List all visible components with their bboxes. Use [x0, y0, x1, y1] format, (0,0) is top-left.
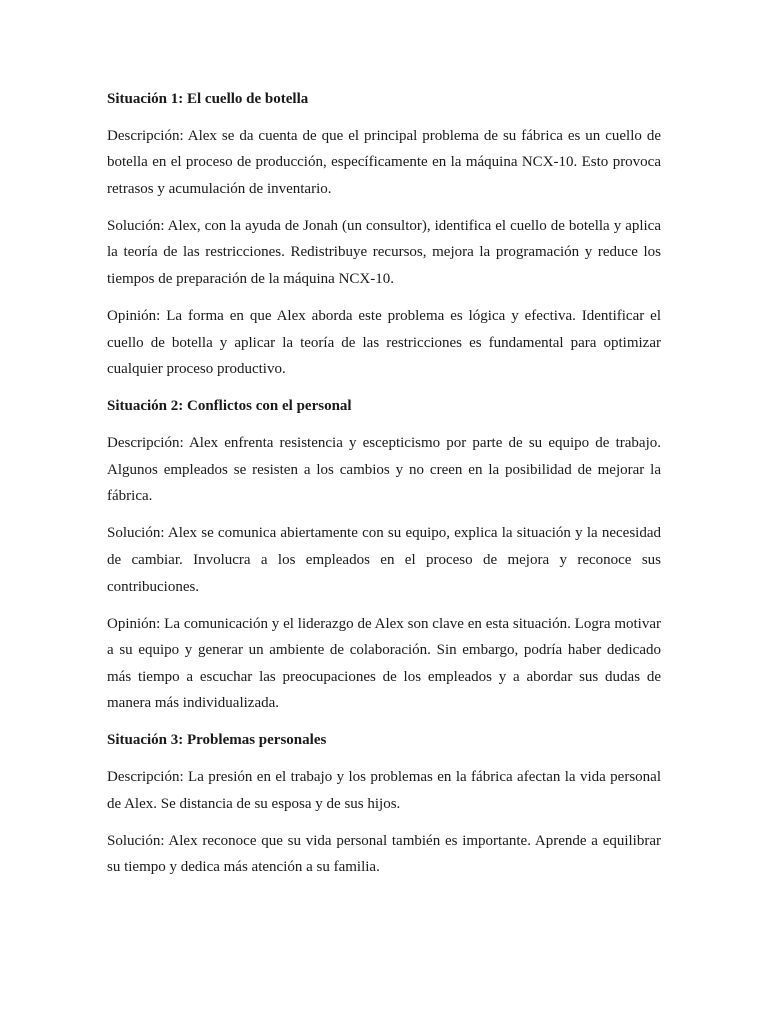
description-paragraph: Descripción: La presión en el trabajo y los problemas en la fábrica afectan la vida personal de Alex. Se distancia de su esposa y de sus hijos.: [107, 769, 661, 812]
section-heading: Situación 1: El cuello de botella: [107, 91, 309, 107]
section-heading: Situación 3: Problemas personales: [107, 732, 327, 749]
solution-paragraph: Solución: Alex reconoce que su vida personal también es importante. Aprende a equilibrar su tiempo y dedica más atención a su familia.: [107, 832, 661, 876]
section-2: [107, 393, 661, 717]
section-1: [107, 86, 661, 383]
description-paragraph: Descripción: Alex se da cuenta de que el principal problema de su fábrica es un cuello de botella en el proceso de producción, específicamente en la máquina NCX-10. Esto provoca retrasos y acumulación de inventario.: [107, 127, 661, 197]
solution-paragraph: Solución: Alex, con la ayuda de Jonah (un consultor), identifica el cuello de botella y aplica la teoría de las restricciones. Redistribuye recursos, mejora la programación y reduce los tiempos de preparación de la máquina NCX-10.: [107, 217, 661, 288]
section-3: [107, 727, 661, 880]
document-page: [107, 86, 661, 891]
opinion-paragraph: Opinión: La forma en que Alex aborda este problema es lógica y efectiva. Identificar el cuello de botella y aplicar la teoría de las restricciones es fundamental para optimizar cualquier proceso productivo.: [107, 308, 661, 378]
solution-paragraph: Solución: Alex se comunica abiertamente con su equipo, explica la situación y la necesidad de cambiar. Involucra a los empleados en el proceso de mejora y reconoce sus contribuciones.: [107, 525, 661, 595]
section-heading: Situación 2: Conflictos con el personal: [107, 398, 352, 415]
description-paragraph: Descripción: Alex enfrenta resistencia y escepticismo por parte de su equipo de trabajo. Algunos empleados se resisten a los cambios y no creen en la posibilidad de mejorar la fábrica.: [107, 435, 661, 505]
opinion-paragraph: Opinión: La comunicación y el liderazgo de Alex son clave en esta situación. Logra motivar a su equipo y generar un ambiente de colaboración. Sin embargo, podría haber dedicado más tiempo a escuchar las preocupaciones de los empleados y a abordar sus dudas de manera más individualizada.: [107, 615, 661, 712]
